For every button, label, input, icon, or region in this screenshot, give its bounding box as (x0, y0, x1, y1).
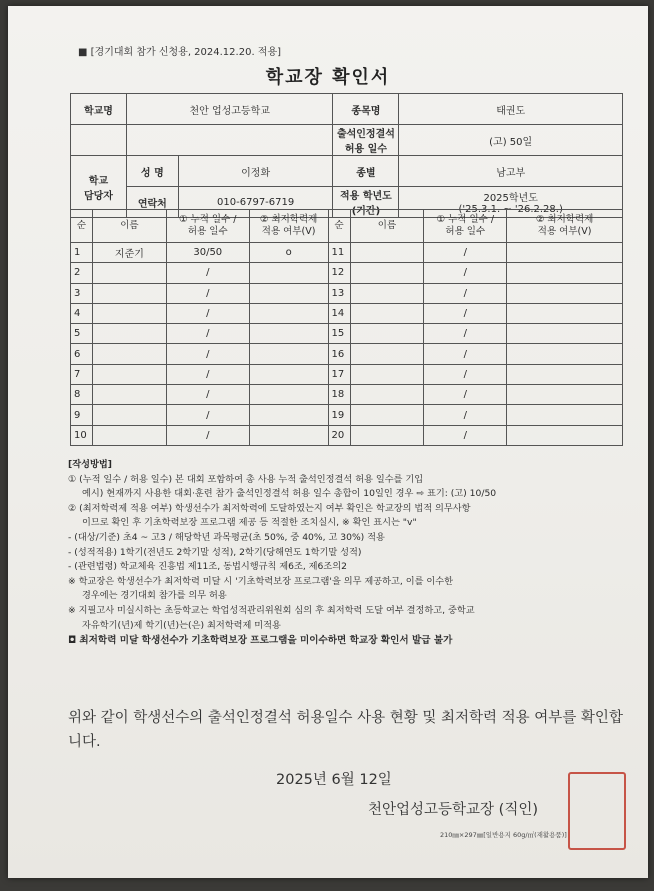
document-page (8, 6, 648, 878)
days-used: / (166, 303, 249, 323)
instruction-2: ② (최저학력제 적용 여부) 학생선수가 최저학력에 도달하였는지 여부 확인은 학교장의 법적 의무사항 (68, 502, 471, 514)
header-note: ■ [경기대회 참가 신청용, 2024.12.20. 적용] (78, 47, 282, 58)
table-row (71, 385, 623, 405)
days-used: / (424, 344, 507, 364)
school-label: 학교명 (71, 94, 127, 125)
student-name (350, 263, 424, 283)
row-number: 16 (328, 344, 350, 364)
student-name (350, 425, 424, 445)
min-academic-check: o (249, 243, 328, 263)
col-name: 이름 (92, 210, 166, 243)
row-number: 8 (71, 385, 93, 405)
min-academic-check (507, 283, 623, 303)
table-row (71, 405, 623, 425)
instruction-7b: 자유학기(년)제 학기(년)는(은) 최저학력제 미적용 (82, 619, 281, 631)
days-used: / (166, 263, 249, 283)
row-number: 14 (328, 303, 350, 323)
student-name (92, 385, 166, 405)
student-name (92, 405, 166, 425)
table-row (71, 344, 623, 364)
row-number: 10 (71, 425, 93, 445)
event-label: 종목명 (333, 94, 399, 125)
days-used: / (166, 405, 249, 425)
student-name (350, 283, 424, 303)
instruction-1: ① (누적 일수 / 허용 일수) 본 대회 포함하여 총 사용 누적 출석인정결석 허용 일수를 기입 (68, 473, 424, 485)
days-used: / (166, 364, 249, 384)
min-academic-check (507, 425, 623, 445)
row-number: 18 (328, 385, 350, 405)
min-academic-check (507, 344, 623, 364)
days-used: / (166, 385, 249, 405)
student-name (92, 344, 166, 364)
instruction-1b: 예시) 현재까지 사용한 대회·훈련 참가 출석인정결석 허용 일수 총합이 10일인 경우 ⇨ 표기: (고) 10/50 (82, 488, 497, 500)
student-name (350, 405, 424, 425)
warning-note: ◘ 최저학력 미달 학생선수가 기초학력보장 프로그램을 미이수하면 학교장 확인서 발급 불가 (68, 635, 453, 647)
min-academic-check (249, 344, 328, 364)
confirmation-statement: 위와 같이 학생선수의 출석인정결석 허용일수 사용 현황 및 최저학력 적용 여부를 확인합니다. (68, 710, 623, 750)
days-used: / (166, 344, 249, 364)
row-number: 4 (71, 303, 93, 323)
row-number: 5 (71, 324, 93, 344)
row-number: 9 (71, 405, 93, 425)
min-academic-check (507, 303, 623, 323)
row-number: 7 (71, 364, 93, 384)
contact-label: 학교 담당자 (71, 156, 127, 218)
students-table-body (71, 243, 623, 446)
row-number: 13 (328, 283, 350, 303)
min-academic-check (249, 385, 328, 405)
min-academic-check (507, 243, 623, 263)
days-used: / (166, 283, 249, 303)
col-days-2: ① 누적 일수 / 허용 일수 (424, 210, 507, 243)
allowed-days-value: (고) 50일 (399, 125, 623, 156)
student-name (350, 243, 424, 263)
instruction-5: - (관련법령) 학교체육 진흥법 제11조, 동법시행규칙 제6조, 제6조의2 (68, 561, 347, 573)
min-academic-check (507, 324, 623, 344)
col-name-2: 이름 (350, 210, 424, 243)
table-row (71, 263, 623, 283)
instructions-heading: [작성방법] (68, 459, 112, 470)
event-value: 태권도 (399, 94, 623, 125)
row-number: 20 (328, 425, 350, 445)
student-name (92, 324, 166, 344)
min-academic-check (249, 283, 328, 303)
row-number: 12 (328, 263, 350, 283)
days-used: / (424, 283, 507, 303)
school-name: 천안 업성고등학교 (126, 94, 333, 125)
instruction-6b: 경우에는 경기대회 참가를 의무 허용 (82, 590, 227, 602)
row-number: 19 (328, 405, 350, 425)
student-name: 지준기 (92, 243, 166, 263)
student-name (92, 283, 166, 303)
gender-value: 남고부 (399, 156, 623, 187)
instructions (68, 458, 624, 649)
principal-signature-line: 천안업성고등학교장 (직인) (368, 802, 538, 818)
col-min: ② 최저학력제 적용 여부(V) (249, 210, 328, 243)
row-number: 2 (71, 263, 93, 283)
instruction-6: ※ 학교장은 학생선수가 최저학력 미달 시 '기초학력보장 프로그램'을 의무 제공하고, 이를 이수한 (68, 575, 454, 587)
year-value: 2025학년도 ('25.3.1. ~ '26.2.28.) (399, 187, 623, 218)
days-used: / (424, 263, 507, 283)
info-table (70, 93, 623, 218)
row-number: 3 (71, 283, 93, 303)
min-academic-check (249, 263, 328, 283)
student-name (92, 303, 166, 323)
paper-spec-footer: 210㎜×297㎜[일반용지 60g/㎡(재활용품)] (440, 831, 567, 839)
official-seal-stamp (568, 772, 626, 850)
days-used: / (424, 324, 507, 344)
student-name (350, 385, 424, 405)
min-academic-check (507, 364, 623, 384)
gender-label: 종별 (333, 156, 399, 187)
table-row (71, 324, 623, 344)
name-value: 이정화 (178, 156, 333, 187)
student-name (92, 425, 166, 445)
min-academic-check (249, 405, 328, 425)
row-number: 15 (328, 324, 350, 344)
min-academic-check (249, 324, 328, 344)
row-number: 6 (71, 344, 93, 364)
days-used: / (424, 385, 507, 405)
instruction-3: - (대상/기준) 초4 ~ 고3 / 해당학년 과목평균(초 50%, 중 40%, 고 30%) 적용 (68, 531, 385, 543)
col-days: ① 누적 일수 / 허용 일수 (166, 210, 249, 243)
row-number: 1 (71, 243, 93, 263)
row-number: 11 (328, 243, 350, 263)
days-used: 30/50 (166, 243, 249, 263)
allowed-days-label: 출석인정결석 허용 일수 (333, 125, 399, 156)
row-number: 17 (328, 364, 350, 384)
table-row (71, 283, 623, 303)
student-name (350, 324, 424, 344)
student-name (92, 364, 166, 384)
col-no-2: 순 (328, 210, 350, 243)
min-academic-check (507, 405, 623, 425)
days-used: / (424, 425, 507, 445)
days-used: / (166, 324, 249, 344)
name-label: 성 명 (126, 156, 178, 187)
phone-label: 연락처 (126, 187, 178, 218)
col-min-2: ② 최저학력제 적용 여부(V) (507, 210, 623, 243)
year-label: 적용 학년도 (기간) (333, 187, 399, 218)
days-used: / (424, 405, 507, 425)
table-row (71, 303, 623, 323)
student-name (350, 344, 424, 364)
instruction-4: - (성적적용) 1학기(전년도 2학기말 성적), 2학기(당해연도 1학기말 성적) (68, 546, 362, 558)
signing-date: 2025년 6월 12일 (276, 772, 392, 788)
col-no: 순 (71, 210, 93, 243)
min-academic-check (249, 425, 328, 445)
days-used: / (424, 243, 507, 263)
min-academic-check (249, 364, 328, 384)
student-name (350, 303, 424, 323)
students-table (70, 209, 623, 446)
instruction-7: ※ 지필고사 미실시하는 초등학교는 학업성적관리위원회 심의 후 최저학력 도달 여부 결정하고, 중학교 (68, 604, 475, 616)
document-title: 학교장 확인서 (265, 67, 391, 88)
min-academic-check (249, 303, 328, 323)
phone-value: 010-6797-6719 (178, 187, 333, 218)
table-row (71, 425, 623, 445)
table-row (71, 364, 623, 384)
days-used: / (424, 364, 507, 384)
student-name (92, 263, 166, 283)
instruction-2b: 이므로 확인 후 기초학력보장 프로그램 제공 등 적절한 조치실시, ※ 확인 표시는 "v" (82, 517, 417, 529)
min-academic-check (507, 263, 623, 283)
table-row (71, 243, 623, 263)
min-academic-check (507, 385, 623, 405)
student-name (350, 364, 424, 384)
days-used: / (424, 303, 507, 323)
days-used: / (166, 425, 249, 445)
